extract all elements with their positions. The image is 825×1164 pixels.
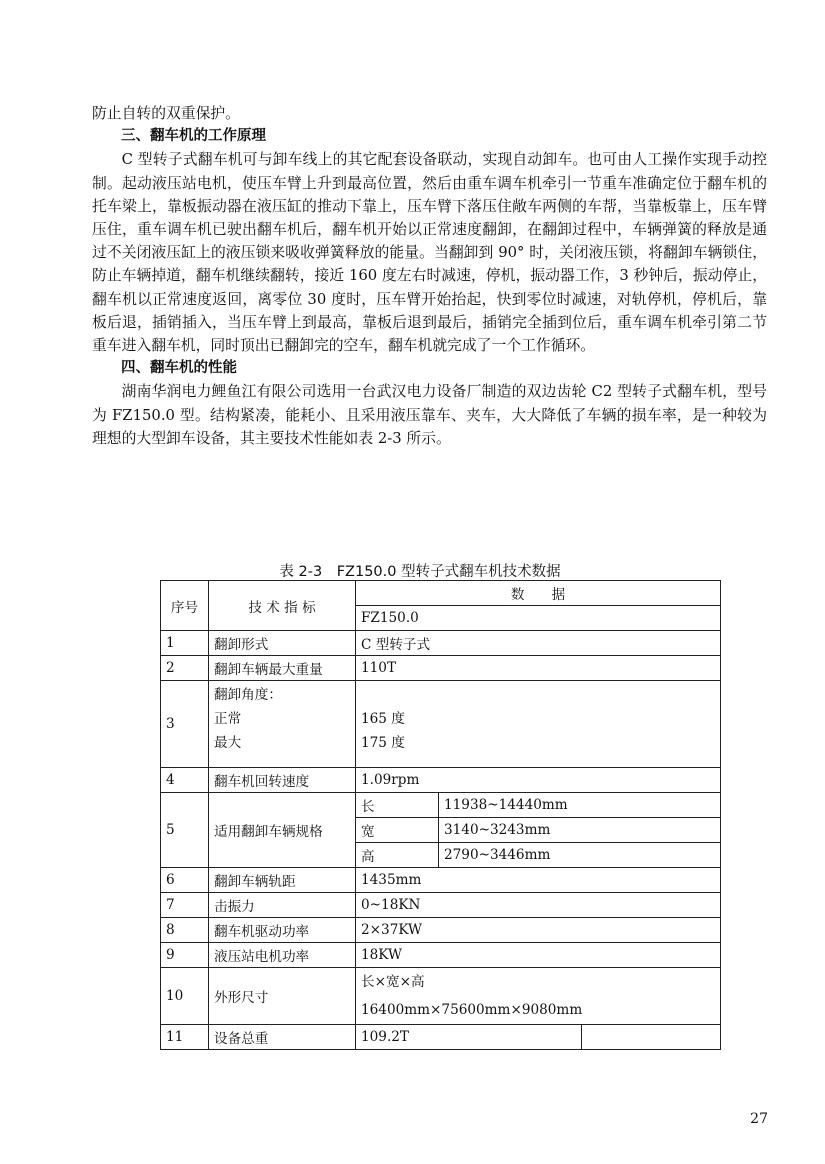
page-number: 27 xyxy=(750,1111,768,1127)
row-name: 翻车机回转速度 xyxy=(209,768,356,793)
row-no: 11 xyxy=(161,1025,209,1050)
spec-value: 3140~3243mm xyxy=(439,818,721,843)
row-no: 10 xyxy=(161,968,209,1025)
table-row xyxy=(161,631,721,656)
row-value: 0~18KN xyxy=(356,893,721,918)
spec-key: 宽 xyxy=(356,818,439,843)
row-no: 7 xyxy=(161,893,209,918)
row-value: C 型转子式 xyxy=(356,631,721,656)
paragraph-performance: 湖南华润电力鲤鱼江有限公司选用一台武汉电力设备厂制造的双边齿轮 C2 型转子式翻车机，型号为 FZ150.0 型。结构紧凑，能耗小、且采用液压靠车、夹车，大大降低了车辆的损车率，是一种较为理想的大型卸车设备，其主要技术性能如表 2-3 所示。 xyxy=(92,383,767,447)
section-heading-4: 四、翻车机的性能 xyxy=(121,360,237,377)
row-no: 3 xyxy=(161,681,209,768)
row-name: 翻卸车辆最大重量 xyxy=(209,656,356,681)
angle-normal-label: 正常 xyxy=(214,711,242,727)
row-value: 18KW xyxy=(356,943,721,968)
row-value: 1435mm xyxy=(356,868,721,893)
header-data: 数 据 xyxy=(356,581,721,606)
angle-normal-value: 165 度 xyxy=(361,711,405,727)
row-no: 6 xyxy=(161,868,209,893)
row-value xyxy=(356,681,721,768)
row-name: 外形尺寸 xyxy=(209,968,356,1025)
header-no: 序号 xyxy=(161,581,209,631)
table-row xyxy=(161,968,721,1025)
table-row xyxy=(161,893,721,918)
header-index: 技 术 指 标 xyxy=(209,581,356,631)
row-no: 8 xyxy=(161,918,209,943)
spec-value: 11938~14440mm xyxy=(439,793,721,818)
row-no: 1 xyxy=(161,631,209,656)
angle-label: 翻卸角度： xyxy=(214,687,282,703)
angle-max-label: 最大 xyxy=(214,735,242,751)
table-header-row xyxy=(161,581,721,606)
paragraph-working-principle: C 型转子式翻车机可与卸车线上的其它配套设备联动，实现自动卸车。也可由人工操作实现手动控制。起动液压站电机，使压车臂上升到最高位置，然后由重车调车机牵引一节重车准确定位于翻车机的托车梁上，靠板振动器在液压缸的推动下靠上，压车臂下落压住敞车两侧的车帮，当靠板靠上，压车臂压住，重车调车机已驶出翻车机后，翻车机开始以正常速度翻卸，在翻卸过程中，车辆弹簧的释放是通过不关闭液压缸上的液压锁来吸收弹簧释放的能量。当翻卸到 90° 时，关闭液压锁，将翻卸车辆锁住，防止车辆掉道，翻车机继续翻转，接近 160 度左右时减速，停机，振动器工作，3 秒钟后，振动停止，翻车机以正常速度返回，离零位 30 度时，压车臂开始抬起，快到零位时减速，对轨停机，停机后，靠板后退，插销插入，当压车臂上到最高，靠板后退到最后，插销完全插到位后，重车调车机牵引第二节重车进入翻车机，同时顶出已翻卸完的空车，翻车机就完成了一个工作循环。 xyxy=(92,151,767,355)
row-value: 110T xyxy=(356,656,721,681)
row-name: 翻车机驱动功率 xyxy=(209,918,356,943)
table-row xyxy=(161,868,721,893)
table-row xyxy=(161,793,721,818)
paragraph-intro: 防止自转的双重保护。 xyxy=(92,105,240,122)
spec-key: 高 xyxy=(356,843,439,868)
row-name: 翻卸形式 xyxy=(209,631,356,656)
dimension-value: 16400mm×75600mm×9080mm xyxy=(361,1002,583,1018)
row-no: 9 xyxy=(161,943,209,968)
row-name: 设备总重 xyxy=(209,1025,356,1050)
table-row xyxy=(161,681,721,768)
table-caption: 表 2-3 FZ150.0 型转子式翻车机技术数据 xyxy=(279,564,561,580)
row-no: 4 xyxy=(161,768,209,793)
row-name xyxy=(209,681,356,768)
body-text xyxy=(92,102,767,450)
row-name: 液压站电机功率 xyxy=(209,943,356,968)
row-no: 2 xyxy=(161,656,209,681)
table-row xyxy=(161,656,721,681)
row-value: 1.09rpm xyxy=(356,768,721,793)
row-name: 适用翻卸车辆规格 xyxy=(209,793,356,868)
empty-cell xyxy=(582,1025,721,1050)
row-name: 击振力 xyxy=(209,893,356,918)
row-value xyxy=(356,968,721,1025)
table-row xyxy=(161,1025,721,1050)
row-name: 翻卸车辆轨距 xyxy=(209,868,356,893)
table-row xyxy=(161,918,721,943)
section-heading-3: 三、翻车机的工作原理 xyxy=(121,128,266,145)
table-row xyxy=(161,768,721,793)
table-row xyxy=(161,943,721,968)
spec-table xyxy=(160,580,721,1050)
angle-max-value: 175 度 xyxy=(361,735,405,751)
spec-value: 2790~3446mm xyxy=(439,843,721,868)
row-no: 5 xyxy=(161,793,209,868)
model-cell: FZ150.0 xyxy=(356,606,721,631)
row-value: 2×37KW xyxy=(356,918,721,943)
row-value: 109.2T xyxy=(356,1025,582,1050)
dimension-label: 长×宽×高 xyxy=(361,974,425,990)
spec-key: 长 xyxy=(356,793,439,818)
